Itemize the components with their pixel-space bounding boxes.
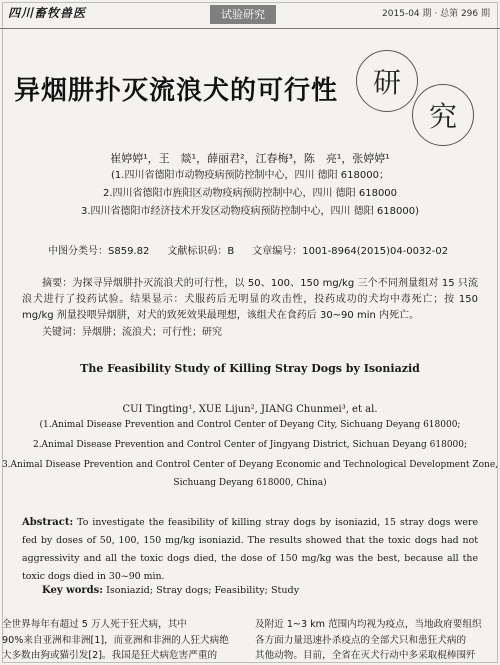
section-tag: 试验研究 [210,5,276,24]
abstract-en [22,514,478,586]
journal-logo: 四川畜牧兽医 [8,6,87,20]
article-title-en: The Feasibility Study of Killing Stray Dogs by Isoniazid [80,362,420,375]
abstract-en-text: To investigate the feasibility of killing stray dogs by isoniazid, 15 stray dogs were fed by doses of 50, 100, 150 mg/kg isoniazid. The results showed that the toxic dogs had not aggressivity and all the toxic dogs died, the dose of 150 mg/kg was the best, because all the toxic dogs died in 30~90 min. [22,517,478,582]
title-circle-glyph: 研 [356,50,418,112]
affiliation-en: (1.Animal Disease Prevention and Control Center of Deyang City, Sichuang Deyang 618000; [39,420,461,430]
authors-en: CUI Tingting¹, XUE Lijun², JIANG Chunmei³, et al. [122,404,378,415]
body-line: 其他动物。目前，全省在灭犬行动中多采取棍棒围歼 [255,650,476,661]
header-divider [0,28,500,29]
clc-number: 中图分类号：S859.82 [48,246,150,257]
article-meta [48,242,488,257]
title-circle-glyph: 究 [412,84,474,146]
abstract-en-label: Abstract: [22,517,74,528]
page-header [0,0,500,30]
body-line: 全世界每年有超过 5 万人死于狂犬病，其中 [2,619,187,630]
body-column-left [2,617,238,664]
keywords-en-text: Isoniazid; Stray dogs; Feasibility; Study [106,585,300,596]
body-line: 90%来自亚洲和非洲[1]，而亚洲和非洲的人狂犬病绝 [2,634,229,646]
body-line: 及附近 1~3 km 范围内均视为疫点，当地政府要组织 [255,619,482,630]
keywords-en [42,585,472,596]
document-code: 文献标识码：B [167,246,235,257]
article-title-cn: 异烟肼扑灭流浪犬的可行性 [14,76,339,106]
affiliation-en: Sichuang Deyang 618000, China) [173,478,327,488]
authors-cn: 崔婷婷¹，王 燚¹，薛丽君²，江春梅³，陈 亮¹，张婷婷¹ [110,152,390,165]
article-number: 文章编号：1001-8964(2015)04-0032-02 [252,246,449,257]
body-column-right [255,617,491,664]
affiliation-cn: 2.四川省德阳市旌阳区动物疫病预防控制中心，四川 德阳 618000 [102,188,398,199]
affiliation-cn: (1.四川省德阳市动物疫病预防控制中心，四川 德阳 618000； [111,170,389,181]
affiliation-en: 2.Animal Disease Prevention and Control Center of Jingyang District, Sichuan Deyang 618000; [32,440,468,450]
body-line: 大多数由狗或猫引发[2]。我国是狂犬病危害严重的 [2,650,218,661]
abstract-cn: 摘要：为探寻异烟肼扑灭流浪犬的可行性，以 50、100、150 mg/kg 三个不同剂量组对 15 只流浪犬进行了投药试验。结果显示：犬服药后无明显的攻击性，投药成功的犬均中毒死亡；按 150 mg/kg 剂量投喂异烟肼，对犬的致死效果最理想，该组犬在食药后 30~90 min 内死亡。 [22,278,478,321]
issue-info: 2015-04 期 · 总第 296 期 [382,9,490,19]
body-line: 各方面力量迅速扑杀疫点的全部犬只和患狂犬病的 [255,634,467,646]
affiliation-cn: 3.四川省德阳市经济技术开发区动物疫病预防控制中心，四川 德阳 618000) [81,206,419,217]
affiliation-en: 3.Animal Disease Prevention and Control Center of Deyang Economic and Technological Development Zone, [1,460,499,470]
keywords-en-label: Key words: [42,585,103,596]
keywords-cn: 关键词：异烟肼；流浪犬；可行性；研究 [42,327,222,338]
